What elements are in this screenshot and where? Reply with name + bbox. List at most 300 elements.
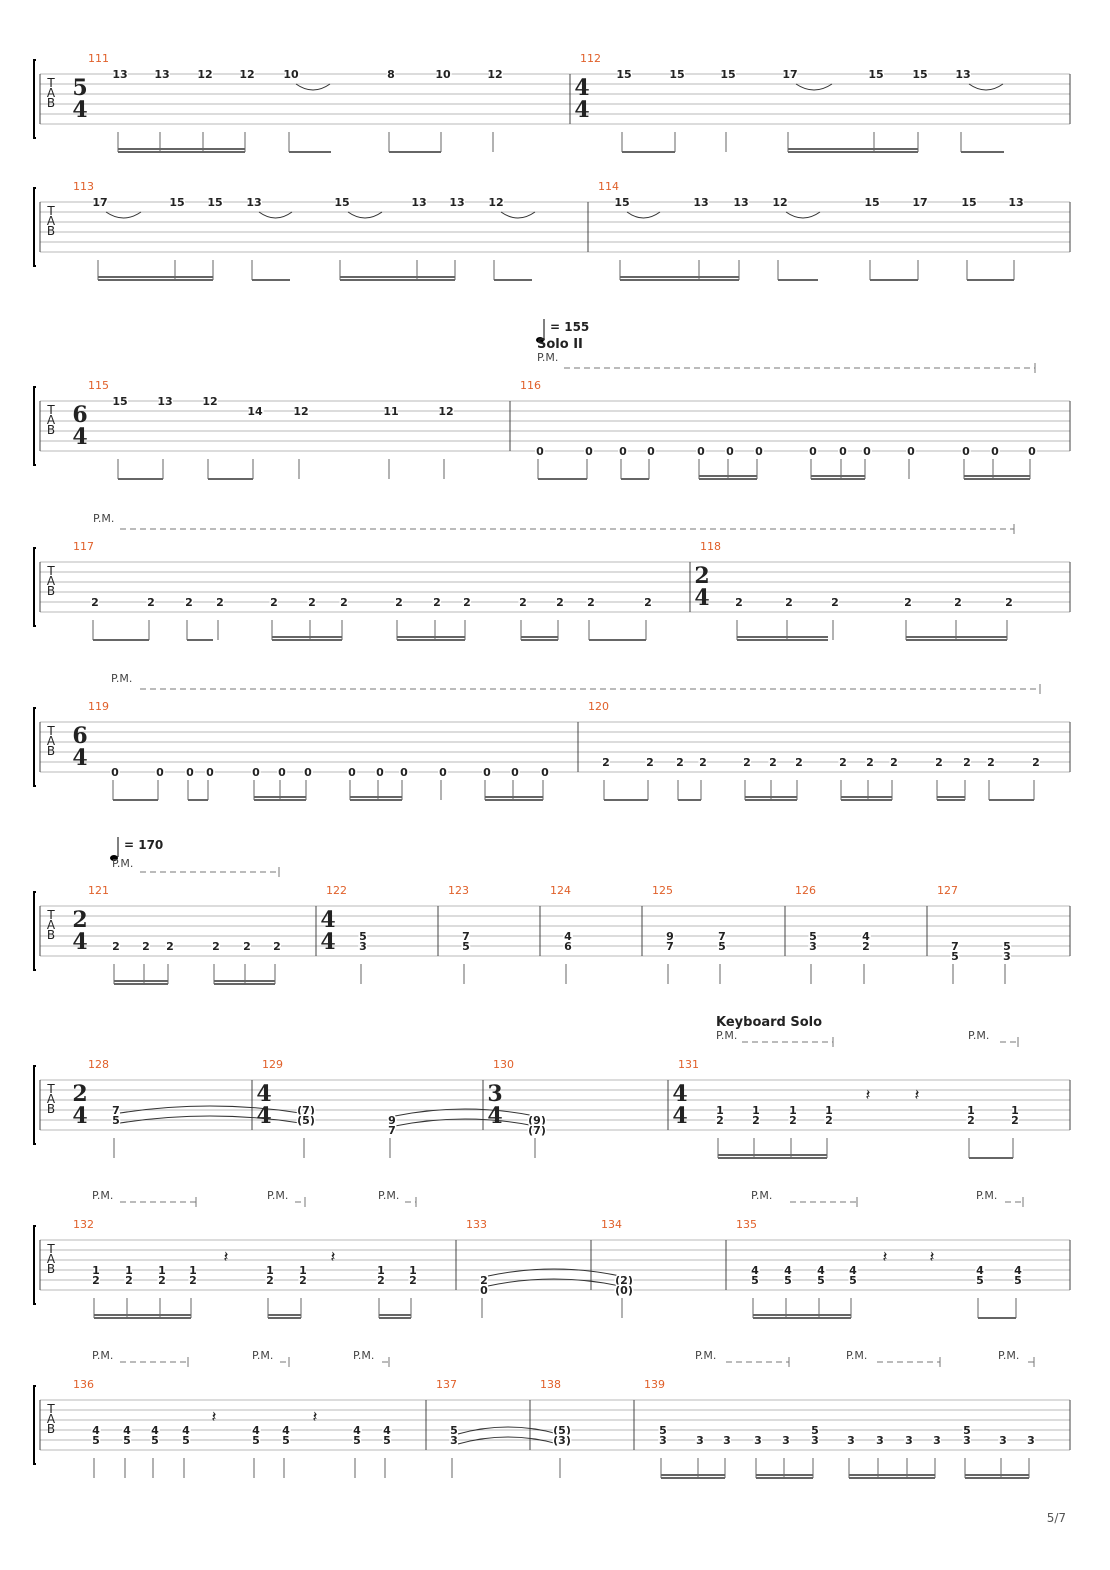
fret-number: 2	[273, 940, 281, 953]
fret-number: 5	[659, 1424, 667, 1437]
time-signature-top: 4	[256, 1081, 272, 1107]
fret-number: 0	[252, 766, 260, 779]
fret-number: 2	[270, 596, 278, 609]
fret-number: 2	[377, 1274, 385, 1287]
fret-number: 1	[299, 1264, 307, 1277]
fret-number: 4	[817, 1264, 825, 1277]
palm-mute-label: P.M.	[378, 1189, 400, 1202]
time-signature-bottom: 4	[72, 929, 88, 955]
fret-number: 15	[669, 68, 685, 81]
tab-clef-letter: B	[46, 584, 56, 598]
fret-number: (7)	[297, 1104, 315, 1117]
tab-clef-letter: T	[47, 403, 55, 417]
fret-number: 1	[189, 1264, 197, 1277]
fret-number: 2	[789, 1114, 797, 1127]
fret-number: 4	[353, 1424, 361, 1437]
system-bracket	[34, 708, 36, 786]
tie-arc	[501, 212, 535, 218]
page-number: 5/7	[1046, 1511, 1066, 1525]
fret-number: 2	[243, 940, 251, 953]
fret-number: 7	[666, 940, 674, 953]
time-signature-bottom: 4	[256, 1103, 272, 1129]
fret-number: 15	[864, 196, 880, 209]
fret-number: 3	[933, 1434, 941, 1447]
time-signature-top: 2	[72, 907, 88, 933]
fret-number: 5	[182, 1434, 190, 1447]
fret-number: 15	[169, 196, 185, 209]
fret-number: 2	[699, 756, 707, 769]
fret-number: 2	[676, 756, 684, 769]
fret-number: 2	[735, 596, 743, 609]
fret-number: 9	[388, 1114, 396, 1127]
fret-number: 2	[212, 940, 220, 953]
palm-mute-label: P.M.	[846, 1349, 868, 1362]
fret-number: 0	[206, 766, 214, 779]
fret-number: 5	[252, 1434, 260, 1447]
fret-number: 8	[387, 68, 395, 81]
fret-number: 2	[266, 1274, 274, 1287]
bar-number: 116	[520, 379, 541, 392]
fret-number: 2	[752, 1114, 760, 1127]
fret-number: 0	[585, 445, 593, 458]
fret-number: 2	[299, 1274, 307, 1287]
fret-number: 2	[480, 1274, 488, 1287]
system-bracket	[34, 387, 36, 465]
bar-number: 128	[88, 1058, 109, 1071]
fret-number: 5	[92, 1434, 100, 1447]
fret-number: 2	[866, 756, 874, 769]
palm-mute-label: P.M.	[716, 1029, 738, 1042]
palm-mute-label: P.M.	[112, 857, 134, 870]
fret-number: 13	[693, 196, 709, 209]
rest-symbol: 𝄽	[223, 1247, 229, 1266]
section-label: Keyboard Solo	[716, 1015, 823, 1030]
fret-number: 3	[963, 1434, 971, 1447]
bar-number: 130	[493, 1058, 514, 1071]
fret-number: 2	[463, 596, 471, 609]
fret-number: 2	[189, 1274, 197, 1287]
fret-number: 0	[156, 766, 164, 779]
fret-number: 15	[614, 196, 630, 209]
time-signature-bottom: 4	[72, 1103, 88, 1129]
palm-mute-label: P.M.	[751, 1189, 773, 1202]
time-signature-bottom: 4	[487, 1103, 503, 1129]
palm-mute-label: P.M.	[267, 1189, 289, 1202]
fret-number: 2	[147, 596, 155, 609]
fret-number: 4	[182, 1424, 190, 1437]
fret-number: 13	[1008, 196, 1024, 209]
fret-number: 14	[247, 405, 263, 418]
palm-mute-label: P.M.	[537, 351, 559, 364]
fret-number: 4	[92, 1424, 100, 1437]
fret-number: 4	[751, 1264, 759, 1277]
fret-number: 10	[283, 68, 299, 81]
fret-number: 0	[907, 445, 915, 458]
fret-number: 2	[125, 1274, 133, 1287]
time-signature-bottom: 4	[72, 745, 88, 771]
bar-number: 138	[540, 1378, 561, 1391]
fret-number: 2	[112, 940, 120, 953]
fret-number: 2	[831, 596, 839, 609]
tie-arc	[296, 84, 330, 90]
fret-number: 0	[511, 766, 519, 779]
palm-mute-label: P.M.	[92, 1189, 114, 1202]
tab-clef-letter: A	[46, 86, 56, 100]
fret-number: 5	[811, 1424, 819, 1437]
time-signature-top: 4	[574, 75, 590, 101]
system-bracket	[34, 1226, 36, 1304]
tie-arc	[796, 84, 832, 90]
fret-number: 2	[166, 940, 174, 953]
palm-mute-label: P.M.	[93, 512, 115, 525]
fret-number: 0	[726, 445, 734, 458]
tab-clef-letter: A	[46, 214, 56, 228]
fret-number: 17	[782, 68, 798, 81]
bar-number: 115	[88, 379, 109, 392]
fret-number: 5	[817, 1274, 825, 1287]
bar-number: 124	[550, 884, 571, 897]
time-signature-bottom: 4	[574, 97, 590, 123]
fret-number: 2	[935, 756, 943, 769]
fret-number: (9)	[528, 1114, 546, 1127]
fret-number: 0	[1028, 445, 1036, 458]
bar-number: 111	[88, 52, 109, 65]
bar-number: 133	[466, 1218, 487, 1231]
fret-number: 5	[450, 1424, 458, 1437]
tie-arc	[969, 84, 1003, 90]
time-signature-bottom: 4	[672, 1103, 688, 1129]
fret-number: 1	[92, 1264, 100, 1277]
fret-number: 5	[718, 940, 726, 953]
fret-number: 0	[186, 766, 194, 779]
bar-number: 134	[601, 1218, 622, 1231]
tab-clef-letter: A	[46, 1252, 56, 1266]
time-signature-top: 3	[487, 1081, 503, 1107]
bar-number: 114	[598, 180, 619, 193]
fret-number: 2	[1005, 596, 1013, 609]
fret-number: 2	[987, 756, 995, 769]
fret-number: 13	[449, 196, 465, 209]
system-bracket	[34, 548, 36, 626]
fret-number: 0	[111, 766, 119, 779]
fret-number: 12	[438, 405, 454, 418]
fret-number: 3	[359, 940, 367, 953]
tab-clef-letter: A	[46, 734, 56, 748]
fret-number: 12	[202, 395, 218, 408]
time-signature-bottom: 4	[320, 929, 336, 955]
fret-number: 4	[383, 1424, 391, 1437]
fret-number: 4	[252, 1424, 260, 1437]
bar-number: 139	[644, 1378, 665, 1391]
fret-number: 0	[755, 445, 763, 458]
rest-symbol: 𝄽	[929, 1247, 935, 1266]
fret-number: 7	[462, 930, 470, 943]
bar-number: 125	[652, 884, 673, 897]
system-bracket	[34, 1066, 36, 1144]
tie-arc	[786, 212, 820, 218]
bar-number: 113	[73, 180, 94, 193]
palm-mute-label: P.M.	[92, 1349, 114, 1362]
fret-number: (5)	[297, 1114, 315, 1127]
fret-number: 7	[388, 1124, 396, 1137]
fret-number: (7)	[528, 1124, 546, 1137]
fret-number: 5	[1003, 940, 1011, 953]
fret-number: 13	[154, 68, 170, 81]
fret-number: 3	[876, 1434, 884, 1447]
tab-clef-letter: T	[47, 724, 55, 738]
fret-number: 2	[308, 596, 316, 609]
tab-clef-letter: B	[46, 928, 56, 942]
fret-number: 15	[720, 68, 736, 81]
fret-number: 1	[266, 1264, 274, 1277]
fret-number: 3	[450, 1434, 458, 1447]
tab-clef-letter: T	[47, 1242, 55, 1256]
rest-symbol: 𝄽	[211, 1407, 217, 1426]
fret-number: 3	[809, 940, 817, 953]
tab-clef-letter: B	[46, 1102, 56, 1116]
fret-number: 12	[197, 68, 213, 81]
fret-number: 5	[112, 1114, 120, 1127]
time-signature-bottom: 4	[72, 424, 88, 450]
palm-mute-label: P.M.	[998, 1349, 1020, 1362]
fret-number: (2)	[615, 1274, 633, 1287]
fret-number: 2	[158, 1274, 166, 1287]
fret-number: 3	[847, 1434, 855, 1447]
tempo-marking: = 170	[124, 838, 164, 852]
fret-number: (0)	[615, 1284, 633, 1297]
tab-clef-letter: T	[47, 564, 55, 578]
bar-number: 131	[678, 1058, 699, 1071]
system-bracket	[34, 60, 36, 138]
bar-number: 122	[326, 884, 347, 897]
palm-mute-label: P.M.	[976, 1189, 998, 1202]
section-label: Solo II	[537, 337, 583, 352]
fret-number: 13	[955, 68, 971, 81]
fret-number: 2	[904, 596, 912, 609]
palm-mute-label: P.M.	[695, 1349, 717, 1362]
fret-number: 5	[963, 1424, 971, 1437]
fret-number: 4	[849, 1264, 857, 1277]
fret-number: 1	[752, 1104, 760, 1117]
system-bracket	[34, 892, 36, 970]
fret-number: 0	[619, 445, 627, 458]
time-signature-top: 6	[72, 402, 88, 428]
fret-number: 12	[487, 68, 503, 81]
fret-number: 4	[1014, 1264, 1022, 1277]
fret-number: 2	[716, 1114, 724, 1127]
fret-number: 1	[825, 1104, 833, 1117]
time-signature-top: 6	[72, 723, 88, 749]
fret-number: 2	[519, 596, 527, 609]
fret-number: 5	[462, 940, 470, 953]
fret-number: 2	[839, 756, 847, 769]
fret-number: 4	[123, 1424, 131, 1437]
rest-symbol: 𝄽	[882, 1247, 888, 1266]
time-signature-top: 5	[72, 75, 88, 101]
fret-number: 2	[825, 1114, 833, 1127]
tab-clef-letter: B	[46, 744, 56, 758]
fret-number: 5	[359, 930, 367, 943]
fret-number: 9	[666, 930, 674, 943]
fret-number: 0	[536, 445, 544, 458]
fret-number: 5	[951, 950, 959, 963]
fret-number: 7	[951, 940, 959, 953]
fret-number: 5	[123, 1434, 131, 1447]
fret-number: 4	[784, 1264, 792, 1277]
fret-number: 0	[304, 766, 312, 779]
fret-number: 3	[723, 1434, 731, 1447]
tie-arc	[259, 212, 292, 218]
fret-number: 0	[647, 445, 655, 458]
tie-arc	[348, 212, 382, 218]
fret-number: 12	[772, 196, 788, 209]
fret-number: 3	[659, 1434, 667, 1447]
fret-number: 3	[999, 1434, 1007, 1447]
tab-clef-letter: B	[46, 1422, 56, 1436]
bar-number: 137	[436, 1378, 457, 1391]
fret-number: 1	[789, 1104, 797, 1117]
fret-number: 2	[602, 756, 610, 769]
bar-number: 123	[448, 884, 469, 897]
bar-number: 118	[700, 540, 721, 553]
time-signature-top: 2	[72, 1081, 88, 1107]
fret-number: 2	[967, 1114, 975, 1127]
fret-number: 2	[92, 1274, 100, 1287]
fret-number: 0	[809, 445, 817, 458]
fret-number: 0	[278, 766, 286, 779]
tab-clef-letter: A	[46, 1412, 56, 1426]
fret-number: 0	[348, 766, 356, 779]
fret-number: 2	[556, 596, 564, 609]
fret-number: 1	[125, 1264, 133, 1277]
fret-number: 1	[158, 1264, 166, 1277]
rest-symbol: 𝄽	[330, 1247, 336, 1266]
fret-number: 13	[411, 196, 427, 209]
tab-clef-letter: A	[46, 918, 56, 932]
fret-number: 2	[91, 596, 99, 609]
tab-clef-letter: A	[46, 574, 56, 588]
fret-number: 3	[1003, 950, 1011, 963]
time-signature-bottom: 4	[694, 585, 710, 611]
fret-number: 5	[151, 1434, 159, 1447]
tab-clef-letter: B	[46, 96, 56, 110]
tempo-marking: = 155	[550, 320, 590, 334]
fret-number: 2	[862, 940, 870, 953]
fret-number: 2	[954, 596, 962, 609]
fret-number: 3	[782, 1434, 790, 1447]
fret-number: 1	[716, 1104, 724, 1117]
time-signature-top: 4	[672, 1081, 688, 1107]
tab-clef-letter: B	[46, 423, 56, 437]
bar-number: 112	[580, 52, 601, 65]
fret-number: 2	[1011, 1114, 1019, 1127]
fret-number: 3	[905, 1434, 913, 1447]
fret-number: 15	[334, 196, 350, 209]
fret-number: (3)	[553, 1434, 571, 1447]
fret-number: 6	[564, 940, 572, 953]
fret-number: 5	[784, 1274, 792, 1287]
fret-number: 12	[239, 68, 255, 81]
fret-number: 0	[480, 1284, 488, 1297]
fret-number: 0	[991, 445, 999, 458]
fret-number: 4	[151, 1424, 159, 1437]
fret-number: 17	[92, 196, 108, 209]
fret-number: 0	[439, 766, 447, 779]
fret-number: 0	[697, 445, 705, 458]
bar-number: 127	[937, 884, 958, 897]
tab-clef-letter: T	[47, 204, 55, 218]
fret-number: 7	[718, 930, 726, 943]
bar-number: 135	[736, 1218, 757, 1231]
fret-number: 1	[967, 1104, 975, 1117]
fret-number: 0	[376, 766, 384, 779]
fret-number: 4	[282, 1424, 290, 1437]
fret-number: 2	[890, 756, 898, 769]
fret-number: 2	[644, 596, 652, 609]
fret-number: 17	[912, 196, 928, 209]
bar-number: 120	[588, 700, 609, 713]
fret-number: 2	[795, 756, 803, 769]
fret-number: 5	[353, 1434, 361, 1447]
fret-number: 5	[751, 1274, 759, 1287]
rest-symbol: 𝄽	[312, 1407, 318, 1426]
bar-number: 121	[88, 884, 109, 897]
fret-number: 5	[849, 1274, 857, 1287]
fret-number: 4	[862, 930, 870, 943]
fret-number: 5	[383, 1434, 391, 1447]
fret-number: 4	[976, 1264, 984, 1277]
fret-number: 2	[185, 596, 193, 609]
fret-number: 0	[962, 445, 970, 458]
fret-number: 7	[112, 1104, 120, 1117]
tab-clef-letter: B	[46, 224, 56, 238]
palm-mute-label: P.M.	[353, 1349, 375, 1362]
fret-number: 15	[112, 395, 128, 408]
tie-arc	[106, 212, 141, 218]
palm-mute-label: P.M.	[968, 1029, 990, 1042]
time-signature-top: 4	[320, 907, 336, 933]
fret-number: 0	[400, 766, 408, 779]
fret-number: 3	[811, 1434, 819, 1447]
fret-number: 3	[696, 1434, 704, 1447]
fret-number: 0	[483, 766, 491, 779]
bar-number: 129	[262, 1058, 283, 1071]
tab-clef-letter: T	[47, 908, 55, 922]
tie-arc	[627, 212, 660, 218]
tab-clef-letter: A	[46, 1092, 56, 1106]
time-signature-top: 2	[694, 563, 710, 589]
fret-number: 2	[769, 756, 777, 769]
fret-number: 13	[246, 196, 262, 209]
fret-number: 2	[142, 940, 150, 953]
fret-number: 0	[541, 766, 549, 779]
fret-number: 3	[754, 1434, 762, 1447]
tab-clef-letter: T	[47, 1402, 55, 1416]
fret-number: 13	[733, 196, 749, 209]
fret-number: 15	[961, 196, 977, 209]
bar-number: 132	[73, 1218, 94, 1231]
fret-number: 0	[863, 445, 871, 458]
fret-number: 12	[488, 196, 504, 209]
tab-clef-letter: T	[47, 76, 55, 90]
fret-number: 2	[216, 596, 224, 609]
fret-number: 3	[1027, 1434, 1035, 1447]
time-signature-bottom: 4	[72, 97, 88, 123]
fret-number: (5)	[553, 1424, 571, 1437]
bar-number: 126	[795, 884, 816, 897]
fret-number: 15	[207, 196, 223, 209]
fret-number: 5	[282, 1434, 290, 1447]
